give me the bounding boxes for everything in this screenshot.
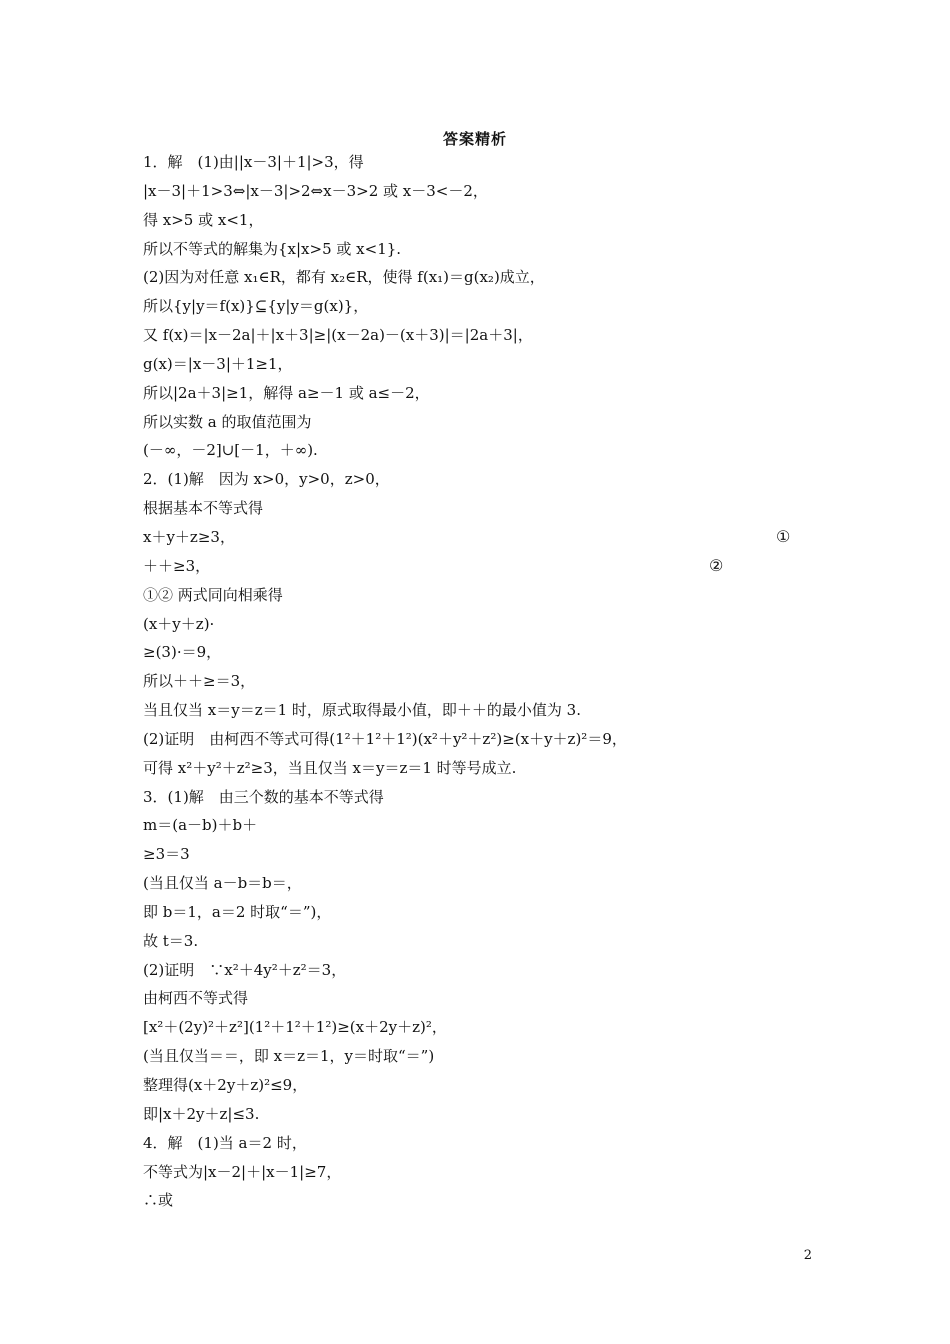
text-line: 3．(1)解 由三个数的基本不等式得 (143, 787, 384, 806)
text-line: 4．解 (1)当 a＝2 时， (143, 1133, 307, 1152)
answer-text (143, 148, 823, 1215)
text-line: (2)证明 由柯西不等式可得(1²＋1²＋1²)(x²＋y²＋z²)≥(x＋y＋z)²＝9， (143, 729, 627, 748)
text-line: 得 x>5 或 x<1， (143, 210, 264, 229)
text-line: 所以|2a＋3|≥1，解得 a≥－1 或 a≤－2， (143, 383, 430, 402)
text-line: x＋y＋z≥3， ① (143, 523, 823, 552)
text-line: 即|x＋2y＋z|≤3. (143, 1104, 260, 1123)
text-line: (－∞，－2]∪[－1，＋∞). (143, 441, 318, 460)
text-line: (当且仅当＝＝，即 x＝z＝1，y＝时取“＝”) (143, 1047, 435, 1066)
text-line: 故 t＝3. (143, 931, 199, 950)
text-line: ＋＋≥3， ② (143, 552, 823, 581)
text-line: ≥(3)·＝9， (143, 643, 222, 662)
text-line: ①② 两式同向相乘得 (143, 585, 283, 604)
text-line: (x＋y＋z)· (143, 614, 215, 633)
text-line: 所以不等式的解集为{x|x>5 或 x<1}. (143, 239, 402, 258)
text-line: 不等式为|x－2|＋|x－1|≥7， (143, 1162, 342, 1181)
page-number: 2 (803, 1248, 812, 1263)
page-title: 答案精析 (442, 130, 507, 148)
text-line: (2)因为对任意 x₁∈R，都有 x₂∈R，使得 f(x₁)＝g(x₂)成立， (143, 268, 545, 287)
text-line: g(x)＝|x－3|＋1≥1， (143, 354, 293, 373)
text-line: 由柯西不等式得 (143, 989, 249, 1008)
text-line: 整理得(x＋2y＋z)²≤9， (143, 1076, 308, 1094)
text-line: m＝(a－b)＋b＋ (143, 816, 258, 835)
equation-marker-m1: ① (776, 526, 791, 546)
text-line: |x－3|＋1>3⇔|x－3|>2⇔x－3>2 或 x－3<－2， (143, 181, 488, 200)
text-line: [x²＋(2y)²＋z²](1²＋1²＋1²)≥(x＋2y＋z)²， (143, 1018, 447, 1037)
text-line: 可得 x²＋y²＋z²≥3，当且仅当 x＝y＝z＝1 时等号成立. (143, 758, 517, 777)
equation-marker-m2: ② (709, 555, 724, 575)
text-line: 根据基本不等式得 (143, 499, 264, 518)
text-line: 所以实数 a 的取值范围为 (143, 412, 312, 431)
text-line: 所以{y|y＝f(x)}⊆{y|y＝g(x)}， (143, 297, 369, 316)
text-line: (2)证明 ∵x²＋4y²＋z²＝3， (143, 960, 347, 979)
text-line: 又 f(x)＝|x－2a|＋|x＋3|≥|(x－2a)－(x＋3)|＝|2a＋3|， (143, 326, 533, 345)
text-line: (当且仅当 a－b＝b＝， (143, 874, 302, 893)
text-line: 1．解 (1)由||x－3|＋1|>3，得 (143, 153, 364, 171)
text-line: 所以＋＋≥＝3， (143, 672, 256, 691)
text-line: 2．(1)解 因为 x>0，y>0，z>0， (143, 470, 390, 489)
text-line: 当且仅当 x＝y＝z＝1 时，原式取得最小值，即＋＋的最小值为 3. (143, 701, 581, 720)
text-line: 即 b＝1，a＝2 时取“＝”)， (143, 902, 332, 921)
text-line: ≥3＝3 (143, 845, 190, 864)
text-line: ∴或 (143, 1191, 174, 1210)
